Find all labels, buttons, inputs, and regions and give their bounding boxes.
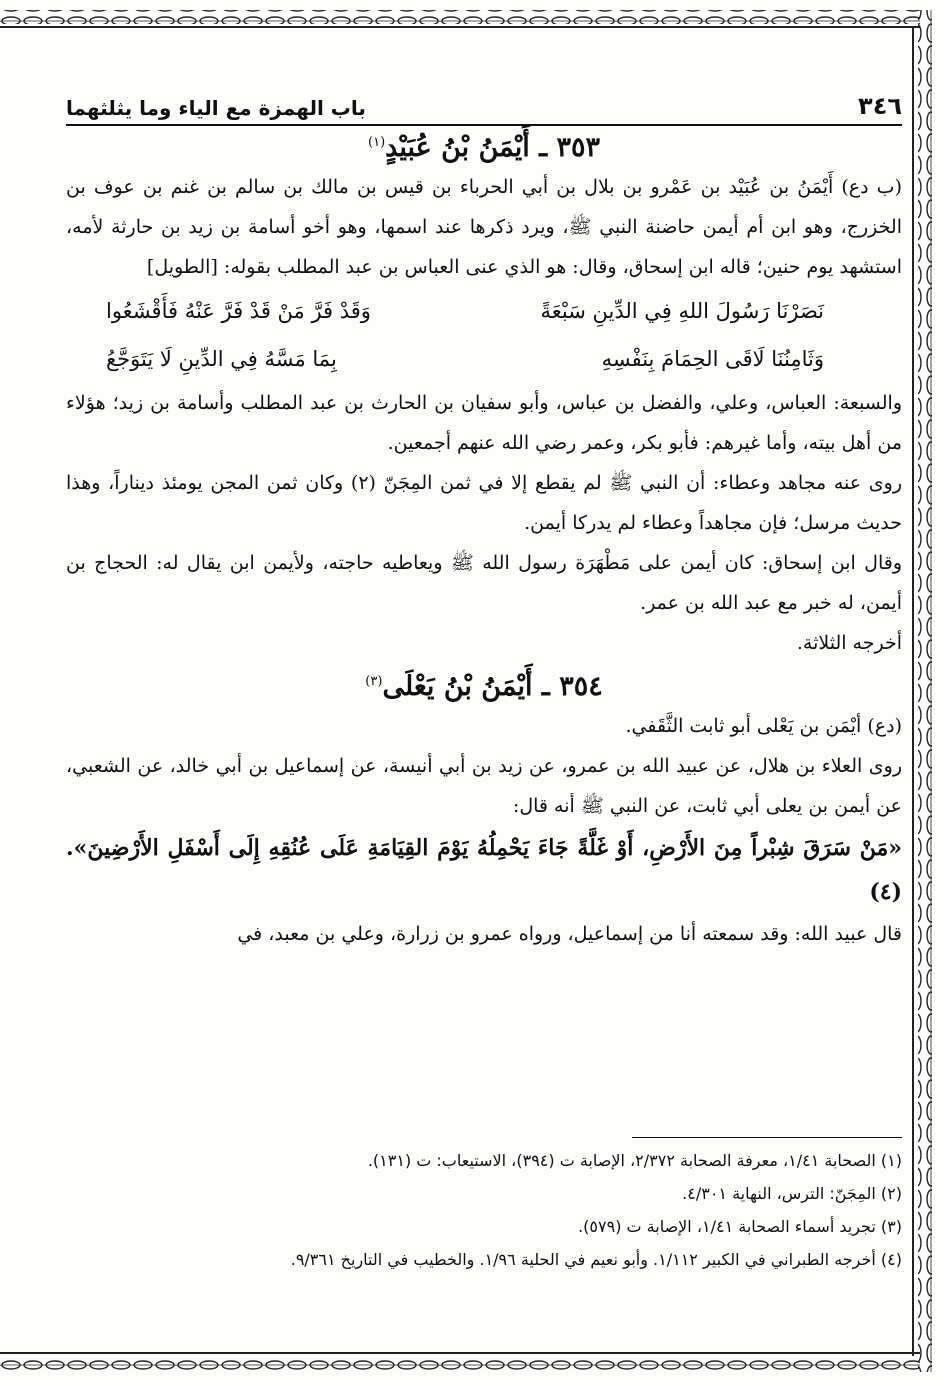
footnote-ref-3: (٣)	[365, 674, 383, 689]
page-number: ٣٤٦	[858, 92, 902, 120]
entry-353-paragraph-1: (ب دع) أَيْمَنُ بن عُبَيْد بن عَمْرو بن بلال بن أبي الحرباء بن قيس بن مالك بن سالم بن غنم بن عوف بن الخزرج، وهو ابن أم أيمن حاضنة النبي ﷺ، ويرد ذكرها عند اسمها، وهو أخو أسامة بن زيد بن حارثة لأمه، استشهد يوم حنين؛ قاله ابن إسحاق، وقال: هو الذي عنى العباس بن عبد المطلب بقوله: [الطويل]	[66, 176, 902, 278]
running-header	[66, 80, 902, 126]
footnotes	[66, 1144, 902, 1276]
poem-line-1-second-hemistich: وَقَدْ فَرَّ مَنْ قَدْ فَرَّ عَنْهُ فَأَقْشَعُوا	[106, 299, 371, 323]
entry-354-paragraph-3: قال عبيد الله: وقد سمعته أنا من إسماعيل، ورواه عمرو بن زرارة، وعلي بن معبد، في	[237, 923, 902, 945]
entry-353-paragraph-4: وقال ابن إسحاق: كان أيمن على مَطْهَرَة رسول الله ﷺ ويعاطيه حاجته، ولأيمن ابن يقال له: الحجاج بن أيمن، له خبر مع عبد الله بن عمر.	[66, 552, 902, 614]
book-page	[66, 62, 902, 1352]
footnote-2: (٢) المِجَنّ: الترس، النهاية ٤/٣٠١.	[682, 1184, 902, 1203]
entry-353-title-text: ٣٥٣ ـ أَيْمَنُ بْنُ عُبَيْدٍ	[385, 132, 600, 163]
footnote-4: (٤) أخرجه الطبراني في الكبير ١/١١٢. وأبو نعيم في الحلية ١/٩٦. والخطيب في التاريخ ٩/٣٦١.	[290, 1250, 902, 1269]
poem-line-2	[66, 335, 902, 383]
footnote-1: (١) الصحابة ١/٤١، معرفة الصحابة ٢/٣٧٢، الإصابة ت (٣٩٤)، الاستيعاب: ت (١٣١).	[367, 1151, 902, 1170]
entry-353-paragraph-3: روى عنه مجاهد وعطاء: أن النبي ﷺ لم يقطع إلا في ثمن المِجَنّ (٢) وكان ثمن المجن يومئذ ديناراً، وهذا حديث مرسل؛ فإن مجاهداً وعطاء لم يدركا أيمن.	[66, 472, 902, 534]
running-title: باب الهمزة مع الياء وما يثلثهما	[66, 96, 366, 120]
footnote-ref-1: (١)	[368, 135, 386, 150]
entry-353-title	[66, 132, 902, 163]
poem-line-1-first-hemistich: نَصَرْنَا رَسُولَ اللهِ فِي الدِّينِ سَبْعَةً	[540, 299, 824, 323]
entry-354-paragraph-2: روى العلاء بن هلال، عن عبيد الله بن عمرو، عن زيد بن أبي أنيسة، عن إسماعيل بن أبي خالد، عن الشعبي، عن أيمن بن يعلى أبي ثابت، عن النبي ﷺ أنه قال:	[66, 755, 902, 817]
main-text	[66, 132, 902, 954]
entry-354-paragraph-1: (دع) أيْمَن بن يَعْلى أبو ثابت الثَّقَفي.	[625, 715, 902, 737]
footnote-separator	[632, 1137, 902, 1138]
poem-line-2-first-hemistich: وَثَامِنُنَا لَاقَى الحِمَامَ بِنَفْسِهِ	[601, 347, 824, 371]
hadith-text: «مَنْ سَرَقَ شِبْراً مِنَ الأَرْضِ، أَوْ غَلَّةً جَاءَ يَحْمِلُهُ يَوْمَ القِيَامَةِ عَلَى عُنُقِهِ إِلَى أَسْفَلِ الأَرْضِينَ». (٤)	[66, 835, 902, 905]
entry-354-title-text: ٣٥٤ ـ أَيْمَنُ بْنُ يَعْلَى	[382, 671, 603, 702]
entry-354-title	[66, 671, 902, 702]
entry-353-paragraph-2: والسبعة: العباس، وعلي، والفضل بن عباس، وأبو سفيان بن الحارث بن عبد المطلب وأسامة بن زيد؛ هؤلاء من أهل بيته، وأما غيرهم: فأبو بكر، وعمر رضي الله عنهم أجمعين.	[66, 392, 902, 454]
poem-line-1	[66, 287, 902, 335]
footnote-3: (٣) تجريد أسماء الصحابة ١/٤١، الإصابة ت (٥٧٩).	[578, 1217, 902, 1236]
entry-353-paragraph-5: أخرجه الثلاثة.	[796, 632, 902, 654]
poem-line-2-second-hemistich: بِمَا مَسَّهُ فِي الدِّينِ لَا يَتَوَجَّعُ	[106, 347, 337, 371]
